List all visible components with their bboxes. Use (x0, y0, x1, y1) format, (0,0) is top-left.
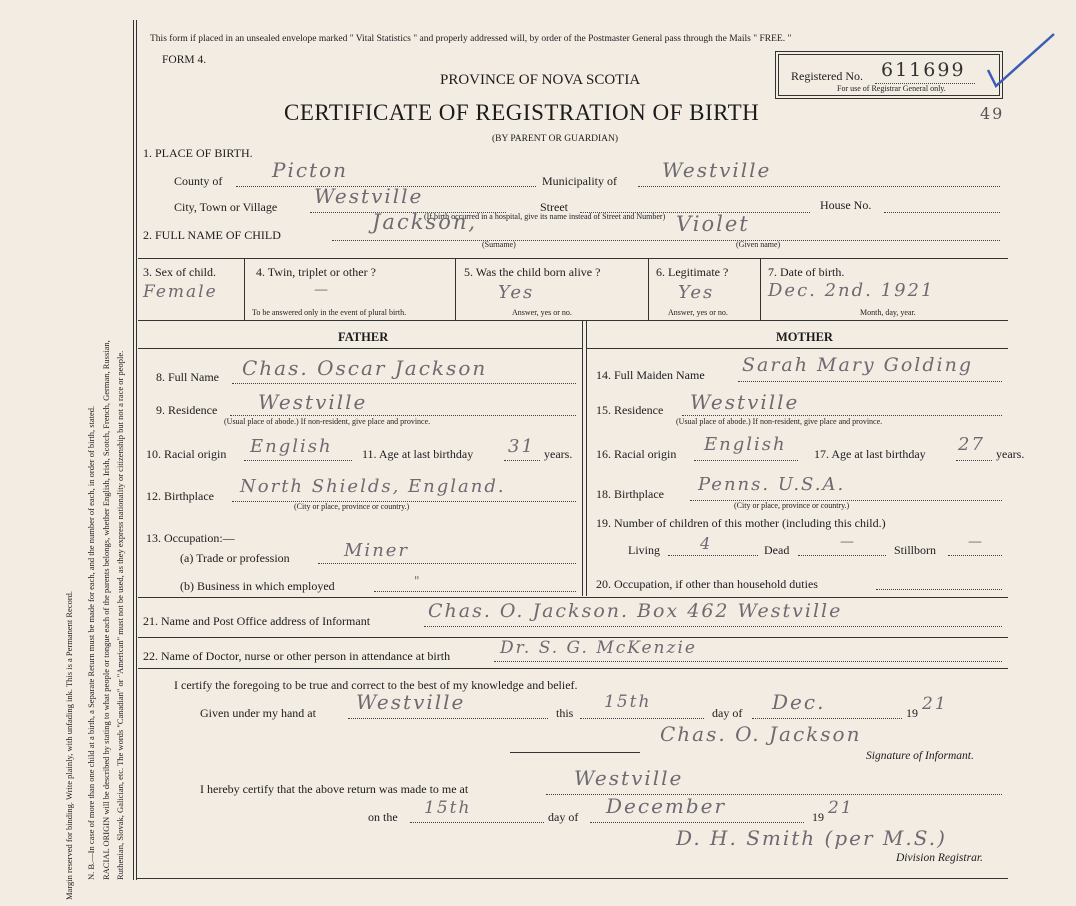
father-name-value: Chas. Oscar Jackson (242, 356, 488, 380)
dead-label: Dead (764, 543, 790, 557)
registered-number: 611699 (881, 59, 966, 81)
mother-birthplace-label: 18. Birthplace (596, 487, 664, 501)
father-racial-value: English (250, 436, 333, 457)
mother-occupation-label: 20. Occupation, if other than household duties (596, 577, 818, 591)
given-under-label: Given under my hand at (200, 706, 316, 720)
day-of-value: Dec. (772, 690, 826, 714)
mother-residence-value: Westville (690, 390, 800, 414)
father-age-value: 31 (508, 436, 535, 457)
registration-box (778, 54, 1000, 96)
mother-racial-line (694, 460, 798, 461)
business-line (374, 591, 576, 592)
business-value: " (414, 574, 422, 588)
father-birthplace-value: North Shields, England. (240, 476, 506, 497)
father-residence-label: 9. Residence (156, 403, 218, 417)
mother-age-value: 27 (958, 434, 985, 455)
form-border-left-inner (136, 20, 137, 880)
father-name-label: 8. Full Name (156, 370, 219, 384)
alive-note: Answer, yes or no. (512, 308, 572, 317)
margin-note-2: N. B.—In case of more than one child at a birth, a Separate Return must be made for each, and the number of each, in order of birth, stated. (86, 405, 96, 880)
legitimate-value: Yes (678, 282, 715, 303)
certificate-title: CERTIFICATE OF REGISTRATION OF BIRTH (284, 100, 760, 125)
parents-divider-2 (586, 320, 587, 596)
blank-signature-line (510, 752, 640, 753)
on-the-label: on the (368, 810, 398, 824)
signature-caption: Signature of Informant. (866, 750, 974, 762)
checkmark-icon (980, 30, 1060, 92)
return-label: I hereby certify that the above return was made to me at (200, 782, 469, 796)
this-line (580, 718, 704, 719)
registrar-signature: D. H. Smith (per M.S.) (676, 826, 947, 850)
living-label: Living (628, 543, 660, 557)
surname-caption: (Surname) (482, 240, 516, 249)
father-racial-line (244, 460, 352, 461)
margin-note-3: RACIAL ORIGIN will be described by stating to what people or tongue each of the parents belongs, whether English, Irish, Scotch, French, German, Russian, (101, 340, 111, 880)
trade-line (318, 563, 576, 564)
alive-value: Yes (498, 282, 535, 303)
doctor-line (494, 661, 1002, 662)
county-label: County of (174, 174, 223, 188)
dead-value: — (840, 534, 856, 550)
informant-label: 21. Name and Post Office address of Informant (143, 614, 371, 628)
birth-date-value: Dec. 2nd. 1921 (768, 280, 935, 301)
house-label: House No. (820, 198, 872, 212)
birth-date-label: 7. Date of birth. (768, 265, 845, 279)
house-line (884, 212, 1000, 213)
father-birthplace-label: 12. Birthplace (146, 489, 214, 503)
street-label: Street (540, 200, 568, 214)
doctor-rule (138, 668, 1008, 669)
form-number: FORM 4. (162, 54, 207, 66)
city-value: Westville (314, 184, 424, 208)
child-name-label: 2. FULL NAME OF CHILD (143, 228, 281, 242)
trade-label: (a) Trade or profession (180, 551, 290, 565)
form-border-left (133, 20, 134, 880)
county-value: Picton (272, 158, 349, 182)
year2-prefix: 19 (812, 810, 824, 824)
doctor-value: Dr. S. G. McKenzie (500, 638, 697, 658)
business-label: (b) Business in which employed (180, 579, 335, 593)
twin-note: To be answered only in the event of plural birth. (252, 308, 407, 317)
year-prefix: 19 (906, 706, 918, 720)
legitimate-note: Answer, yes or no. (668, 308, 728, 317)
corner-mark: 49 (980, 104, 1005, 123)
stillborn-line (948, 555, 1002, 556)
this-label: this (556, 706, 574, 720)
mother-residence-note: (Usual place of abode.) If non-resident, give place and province. (676, 417, 883, 426)
certificate-subtitle: (BY PARENT OR GUARDIAN) (492, 134, 619, 144)
stillborn-label: Stillborn (894, 543, 937, 557)
child-surname-value: Jackson, (372, 210, 478, 234)
father-occupation-label: 13. Occupation:— (146, 531, 235, 545)
mother-name-line (738, 381, 1002, 382)
row-divider (138, 258, 1008, 259)
mother-age-label: 17. Age at last birthday (814, 447, 926, 461)
mother-rule (587, 348, 1008, 349)
day-of-value-2: December (606, 794, 727, 818)
informant-line (424, 626, 1002, 627)
father-racial-label: 10. Racial origin (146, 447, 227, 461)
given-place-line (348, 718, 548, 719)
living-value: 4 (700, 534, 713, 553)
row-divider-2 (138, 320, 1008, 321)
children-count-label: 19. Number of children of this mother (including this child.) (596, 516, 886, 530)
registrar-general-note: For use of Registrar General only. (837, 84, 946, 93)
mother-name-label: 14. Full Maiden Name (596, 368, 705, 382)
municipality-line (638, 186, 1000, 187)
mother-age-line (956, 460, 992, 461)
margin-note-4: Ruthenian, Slovak, Galician, etc. The words "Canadian" or "American" must not be used, as they express nationality or citizenship but not a race or people. (115, 350, 125, 880)
informant-value: Chas. O. Jackson. Box 462 Westville (428, 600, 843, 622)
dead-line (798, 555, 886, 556)
informant-signature: Chas. O. Jackson (660, 722, 862, 746)
father-residence-note: (Usual place of abode.) If non-resident, give place and province. (224, 417, 431, 426)
on-the-line (410, 822, 544, 823)
legitimate-label: 6. Legitimate ? (656, 265, 729, 279)
margin-note-1: Margin reserved for binding. Write plainly, with unfading ink. This is a Permanent Record. (64, 590, 74, 900)
doctor-label: 22. Name of Doctor, nurse or other person in attendance at birth (143, 649, 451, 663)
given-place-value: Westville (356, 690, 466, 714)
mother-residence-line (682, 415, 1002, 416)
given-name-caption: (Given name) (736, 240, 781, 249)
year-value: 21 (922, 694, 948, 714)
registrar-caption: Division Registrar. (896, 852, 983, 864)
mother-heading: MOTHER (776, 330, 833, 344)
city-label: City, Town or Village (174, 200, 278, 214)
mother-birthplace-value: Penns. U.S.A. (698, 474, 846, 495)
father-birthplace-note: (City or place, province or country.) (294, 502, 410, 511)
mother-occupation-line (876, 589, 1002, 590)
form-border-bottom (136, 878, 1008, 879)
mother-racial-label: 16. Racial origin (596, 447, 677, 461)
father-residence-value: Westville (258, 390, 368, 414)
alive-label: 5. Was the child born alive ? (464, 265, 601, 279)
mother-birthplace-note: (City or place, province or country.) (734, 501, 850, 510)
municipality-label: Municipality of (542, 174, 617, 188)
parents-bottom-rule (138, 597, 1008, 598)
province-heading: PROVINCE OF NOVA SCOTIA (440, 72, 641, 88)
twin-value: — (314, 282, 330, 298)
child-name-line (332, 240, 1000, 241)
father-age-label: 11. Age at last birthday (362, 447, 474, 461)
day-of-line-2 (590, 822, 804, 823)
return-place-value: Westville (574, 766, 684, 790)
day-of-label: day of (712, 706, 743, 720)
year2-value: 21 (828, 798, 854, 818)
certify-statement: I certify the foregoing to be true and correct to the best of my knowledge and belief. (174, 678, 578, 692)
mother-racial-value: English (704, 434, 787, 455)
place-heading: 1. PLACE OF BIRTH. (143, 146, 253, 160)
this-day-value: 15th (604, 692, 652, 712)
father-residence-line (230, 415, 576, 416)
father-name-line (232, 383, 576, 384)
father-rule (138, 348, 582, 349)
sex-label: 3. Sex of child. (143, 265, 216, 279)
col-divider-1 (244, 258, 245, 320)
parents-divider (582, 320, 583, 596)
hospital-note: (If birth occurred in a hospital, give its name instead of Street and Number) (424, 212, 666, 221)
stillborn-value: — (968, 534, 984, 550)
mother-years-label: years. (996, 447, 1025, 461)
col-divider-3 (648, 258, 649, 320)
living-line (668, 555, 758, 556)
father-heading: FATHER (338, 330, 389, 344)
col-divider-2 (455, 258, 456, 320)
mother-name-value: Sarah Mary Golding (742, 354, 974, 376)
mother-residence-label: 15. Residence (596, 403, 664, 417)
father-age-line (504, 460, 540, 461)
day-of-line (752, 718, 902, 719)
registered-label: Registered No. (791, 69, 863, 83)
twin-label: 4. Twin, triplet or other ? (256, 265, 376, 279)
trade-value: Miner (344, 540, 410, 561)
day-of-label-2: day of (548, 810, 579, 824)
mail-notice: This form if placed in an unsealed envelope marked " Vital Statistics " and properly addressed will, by order of the Postmaster General pass through the Mails " FREE. " (150, 34, 792, 44)
father-years-label: years. (544, 447, 573, 461)
birth-date-note: Month, day, year. (860, 308, 916, 317)
child-given-value: Violet (676, 212, 750, 236)
sex-value: Female (143, 282, 218, 302)
col-divider-4 (760, 258, 761, 320)
on-the-value: 15th (424, 798, 472, 818)
municipality-value: Westville (662, 158, 772, 182)
